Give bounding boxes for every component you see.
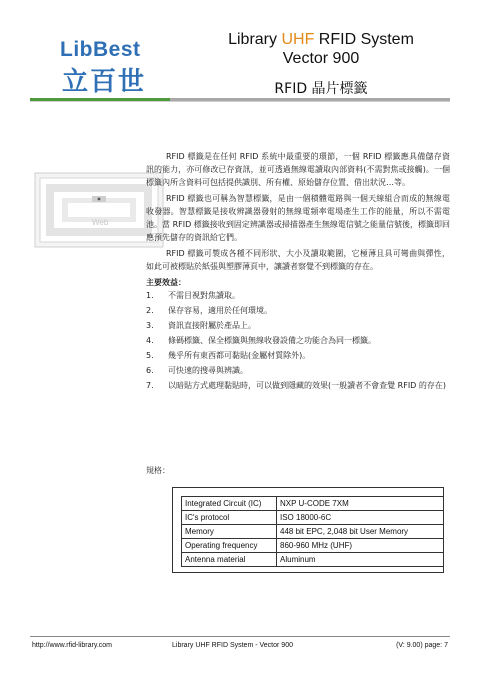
illustration-label: Web xyxy=(92,218,109,227)
list-item xyxy=(146,319,450,332)
table-row xyxy=(182,497,444,511)
list-text: 可快速的搜尋與辨識。 xyxy=(168,366,248,375)
footer-page-number: 7 xyxy=(444,642,448,649)
paragraph: RFID 標籤可製成各種不同形狀、大小及讀取範圍，它極薄且具可彎曲與彈性，如此可被標貼於紙張與塑膠薄頁中，讓讀者察覺不到標籤的存在。 xyxy=(146,249,450,271)
list-number: 4. xyxy=(146,336,154,345)
body-text xyxy=(146,150,450,394)
spec-key: IC's protocol xyxy=(182,511,277,525)
list-item xyxy=(146,304,450,317)
logo-wordmark: LibBest xyxy=(60,38,141,61)
specs-table xyxy=(181,496,444,567)
spec-value: ISO 18000-6C xyxy=(277,511,444,525)
paragraph: RFID 標籤也可稱為智慧標籤，是由一個積體電路與一個天線組合而成的無線電收發器。智慧標籤是接收辨識器發射的無線電頻率電場產生工作的能量，所以不需電池。當 RFID 標籤接收到固定辨識器或掃描器產生無線電信號之能量信號後，標籤即回應預先儲存的資訊給它們。 xyxy=(146,194,450,242)
rfid-tag-illustration xyxy=(34,172,164,248)
page-title xyxy=(196,31,446,49)
spec-key: Antenna material xyxy=(182,553,277,567)
footer-url-link[interactable]: http://www.rfid-library.com xyxy=(32,642,112,649)
page-title-model: Vector 900 xyxy=(282,50,360,67)
list-item xyxy=(146,364,450,377)
footer-title: Library UHF RFID System - Vector 900 xyxy=(172,642,293,649)
list-number: 7. xyxy=(146,381,154,390)
title-accent: UHF xyxy=(281,31,315,48)
benefits-list xyxy=(146,289,450,392)
list-item xyxy=(146,289,450,302)
spec-key: Operating frequency xyxy=(182,539,277,553)
list-item xyxy=(146,334,450,347)
spec-value: Aluminum xyxy=(277,553,444,567)
list-number: 3. xyxy=(146,321,154,330)
list-number: 5. xyxy=(146,351,154,360)
spec-key: Memory xyxy=(182,525,277,539)
list-number: 2. xyxy=(146,306,154,315)
benefits-heading: 主要效益： xyxy=(146,278,186,287)
table-row xyxy=(182,553,444,567)
specs-label: 規格： xyxy=(146,466,170,475)
table-row xyxy=(182,525,444,539)
list-text: 資訊直接附屬於產品上。 xyxy=(168,321,256,330)
table-row xyxy=(182,511,444,525)
list-text: 以暗貼方式處理黏貼時，可以做到隱藏的效果(一般讀者不會查覺 RFID 的存在) xyxy=(168,381,447,390)
footer-page-info xyxy=(396,642,448,649)
spec-value: 860-960 MHz (UHF) xyxy=(277,539,444,553)
title-suffix: RFID System xyxy=(314,31,414,48)
title-prefix: Library xyxy=(228,31,282,48)
list-number: 6. xyxy=(146,366,154,375)
list-item xyxy=(146,349,450,362)
list-number: 1. xyxy=(146,291,154,300)
spec-value: 448 bit EPC, 2,048 bit User Memory xyxy=(277,525,444,539)
page-subtitle: RFID 晶片標籤 xyxy=(274,81,368,97)
table-row xyxy=(182,539,444,553)
footer-version: (V: 9.00) xyxy=(396,642,423,649)
list-text: 幾乎所有東西都可黏貼(金屬材質除外)。 xyxy=(168,351,311,360)
list-item xyxy=(146,379,450,392)
logo-chinese: 立百世 xyxy=(62,67,147,97)
footer-page-label: page: xyxy=(424,642,443,649)
spec-value: NXP U-CODE 7XM xyxy=(277,497,444,511)
list-text: 條碼標籤、保全標籤與無線收發設備之功能合為同一標籤。 xyxy=(168,336,376,345)
list-text: 保存容易，適用於任何環境。 xyxy=(168,306,272,315)
footer-rule xyxy=(30,636,450,637)
list-text: 不需目視對焦讀取。 xyxy=(168,291,240,300)
paragraph: RFID 標籤是在任何 RFID 系統中最重要的環節，一個 RFID 標籤應具備儲存資訊的能力，亦可修改已存資訊，並可透過無線電讀取內部資料(不需對焦或接觸)。一個標籤內所含資料可包括提供識別、所有權、原始儲存位置、借出狀況…等。 xyxy=(146,152,450,187)
spec-key: Integrated Circuit (IC) xyxy=(182,497,277,511)
header-rule xyxy=(30,101,450,102)
